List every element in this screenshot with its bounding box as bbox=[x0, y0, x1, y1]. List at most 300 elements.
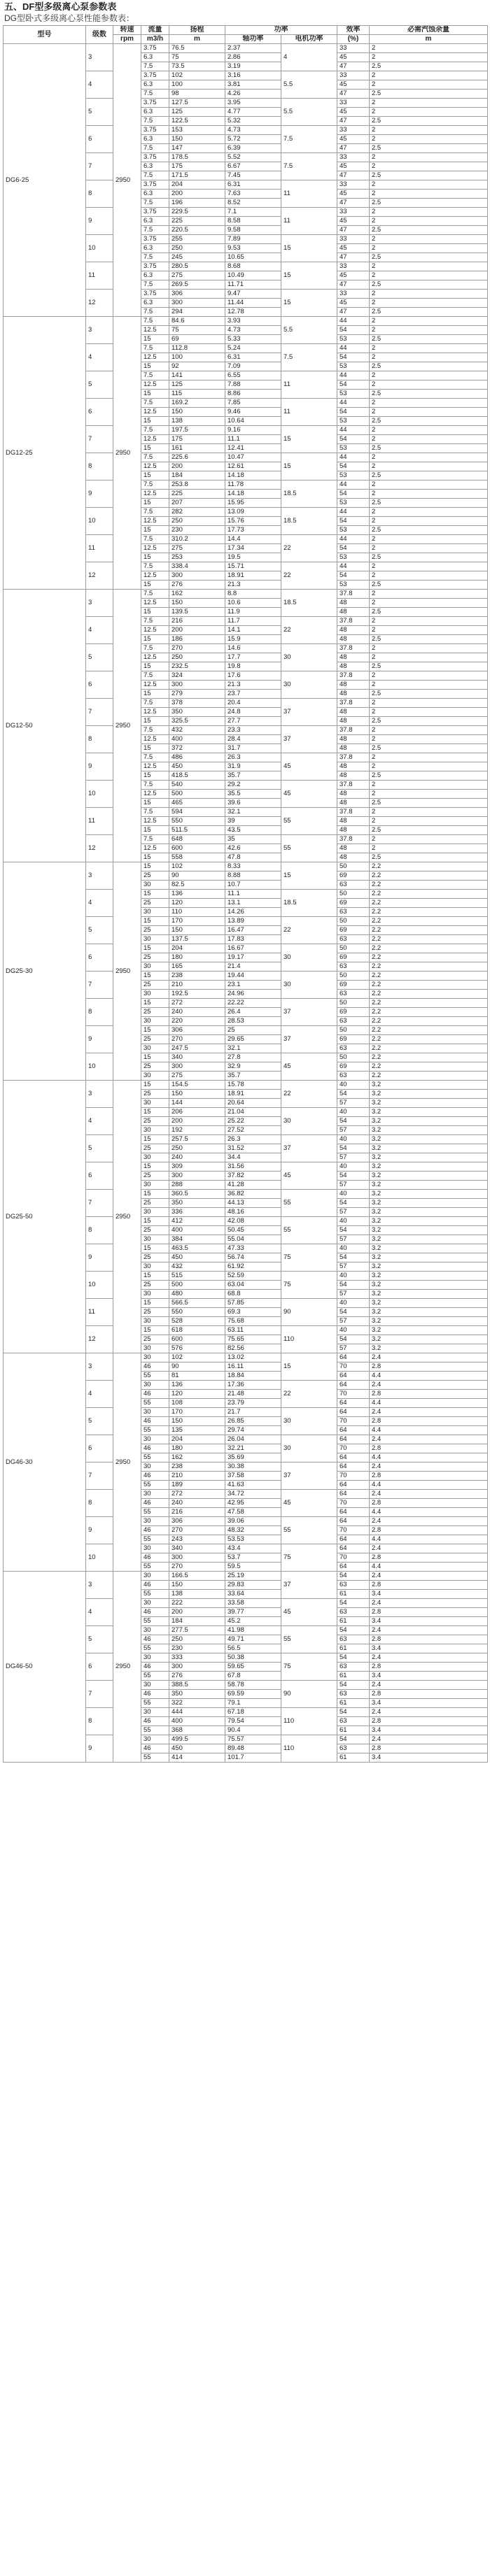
efficiency-cell: 63 bbox=[337, 1744, 370, 1753]
flow-cell: 30 bbox=[141, 1653, 169, 1663]
flow-cell: 7.5 bbox=[141, 535, 169, 544]
stage-cell: 6 bbox=[86, 126, 113, 153]
npsh-cell: 2.2 bbox=[370, 890, 488, 899]
stage-cell: 3 bbox=[86, 862, 113, 890]
flow-cell: 25 bbox=[141, 1117, 169, 1126]
speed-cell: 2950 bbox=[113, 1572, 141, 1763]
shaft-power-cell: 49.71 bbox=[225, 1635, 281, 1644]
efficiency-cell: 47 bbox=[337, 144, 370, 153]
efficiency-cell: 54 bbox=[337, 1735, 370, 1744]
stage-cell: 9 bbox=[86, 1735, 113, 1763]
flow-cell: 6.3 bbox=[141, 80, 169, 90]
model-cell: DG25-50 bbox=[4, 1081, 86, 1353]
npsh-cell: 3.2 bbox=[370, 1181, 488, 1190]
efficiency-cell: 70 bbox=[337, 1472, 370, 1481]
npsh-cell: 2 bbox=[370, 99, 488, 108]
shaft-power-cell: 7.63 bbox=[225, 190, 281, 199]
npsh-cell: 2 bbox=[370, 653, 488, 662]
shaft-power-cell: 17.36 bbox=[225, 1381, 281, 1390]
efficiency-cell: 61 bbox=[337, 1726, 370, 1735]
shaft-power-cell: 31.7 bbox=[225, 744, 281, 753]
flow-cell: 25 bbox=[141, 1199, 169, 1208]
npsh-cell: 3.2 bbox=[370, 1226, 488, 1235]
efficiency-cell: 45 bbox=[337, 108, 370, 117]
shaft-power-cell: 11.9 bbox=[225, 608, 281, 617]
shaft-power-cell: 27.52 bbox=[225, 1126, 281, 1135]
shaft-power-cell: 14.6 bbox=[225, 644, 281, 653]
efficiency-cell: 40 bbox=[337, 1081, 370, 1090]
motor-power-cell: 11 bbox=[281, 208, 337, 235]
table-row bbox=[4, 862, 488, 871]
flow-cell: 7.5 bbox=[141, 199, 169, 208]
motor-power-cell: 22 bbox=[281, 917, 337, 944]
flow-cell: 30 bbox=[141, 1681, 169, 1690]
shaft-power-cell: 28.53 bbox=[225, 1017, 281, 1026]
npsh-cell: 2 bbox=[370, 599, 488, 608]
head-cell: 125 bbox=[169, 108, 225, 117]
motor-power-cell: 37 bbox=[281, 1026, 337, 1053]
head-cell: 276 bbox=[169, 1672, 225, 1681]
motor-power-cell: 55 bbox=[281, 1626, 337, 1653]
efficiency-cell: 54 bbox=[337, 1226, 370, 1235]
head-cell: 108 bbox=[169, 1399, 225, 1408]
efficiency-cell: 64 bbox=[337, 1408, 370, 1417]
efficiency-cell: 54 bbox=[337, 1172, 370, 1181]
shaft-power-cell: 22.22 bbox=[225, 999, 281, 1008]
efficiency-cell: 63 bbox=[337, 1581, 370, 1590]
flow-cell: 30 bbox=[141, 1490, 169, 1499]
flow-cell: 25 bbox=[141, 953, 169, 962]
head-cell: 135 bbox=[169, 1426, 225, 1435]
npsh-cell: 2.8 bbox=[370, 1526, 488, 1535]
head-cell: 270 bbox=[169, 1035, 225, 1044]
shaft-power-cell: 14.26 bbox=[225, 908, 281, 917]
head-cell: 200 bbox=[169, 462, 225, 471]
head-cell: 388.5 bbox=[169, 1681, 225, 1690]
table-row bbox=[4, 44, 488, 53]
flow-cell: 12.5 bbox=[141, 817, 169, 826]
head-cell: 576 bbox=[169, 1344, 225, 1353]
efficiency-cell: 54 bbox=[337, 1626, 370, 1635]
efficiency-cell: 54 bbox=[337, 435, 370, 444]
flow-cell: 30 bbox=[141, 1235, 169, 1244]
shaft-power-cell: 39.6 bbox=[225, 799, 281, 808]
head-cell: 250 bbox=[169, 517, 225, 526]
motor-power-cell: 55 bbox=[281, 1517, 337, 1544]
efficiency-cell: 40 bbox=[337, 1108, 370, 1117]
head-cell: 432 bbox=[169, 726, 225, 735]
efficiency-cell: 70 bbox=[337, 1526, 370, 1535]
flow-cell: 25 bbox=[141, 871, 169, 881]
efficiency-cell: 69 bbox=[337, 953, 370, 962]
flow-cell: 6.3 bbox=[141, 108, 169, 117]
npsh-cell: 4.4 bbox=[370, 1563, 488, 1572]
efficiency-cell: 50 bbox=[337, 999, 370, 1008]
npsh-cell: 2 bbox=[370, 44, 488, 53]
npsh-cell: 2 bbox=[370, 481, 488, 490]
head-cell: 270 bbox=[169, 644, 225, 653]
flow-cell: 15 bbox=[141, 417, 169, 426]
efficiency-cell: 37.8 bbox=[337, 590, 370, 599]
efficiency-cell: 54 bbox=[337, 1572, 370, 1581]
shaft-power-cell: 75.57 bbox=[225, 1735, 281, 1744]
efficiency-cell: 44 bbox=[337, 535, 370, 544]
shaft-power-cell: 39.77 bbox=[225, 1608, 281, 1617]
speed-cell: 2950 bbox=[113, 317, 141, 590]
shaft-power-cell: 4.73 bbox=[225, 326, 281, 335]
npsh-cell: 4.4 bbox=[370, 1372, 488, 1381]
head-cell: 170 bbox=[169, 917, 225, 926]
npsh-cell: 3.2 bbox=[370, 1190, 488, 1199]
shaft-power-cell: 14.18 bbox=[225, 471, 281, 481]
efficiency-cell: 45 bbox=[337, 162, 370, 171]
efficiency-cell: 48 bbox=[337, 662, 370, 671]
efficiency-cell: 69 bbox=[337, 1062, 370, 1072]
stage-cell: 5 bbox=[86, 99, 113, 126]
head-cell: 165 bbox=[169, 962, 225, 972]
table-row bbox=[4, 1353, 488, 1362]
npsh-cell: 3.4 bbox=[370, 1672, 488, 1681]
efficiency-cell: 53 bbox=[337, 526, 370, 535]
flow-cell: 7.5 bbox=[141, 644, 169, 653]
npsh-cell: 3.2 bbox=[370, 1208, 488, 1217]
flow-cell: 7.5 bbox=[141, 144, 169, 153]
shaft-power-cell: 17.34 bbox=[225, 544, 281, 553]
flow-cell: 15 bbox=[141, 362, 169, 371]
shaft-power-cell: 25.19 bbox=[225, 1572, 281, 1581]
npsh-cell: 2.2 bbox=[370, 1017, 488, 1026]
npsh-cell: 2 bbox=[370, 299, 488, 308]
flow-cell: 3.75 bbox=[141, 290, 169, 299]
stage-cell: 3 bbox=[86, 1353, 113, 1381]
flow-cell: 12.5 bbox=[141, 408, 169, 417]
shaft-power-cell: 11.44 bbox=[225, 299, 281, 308]
npsh-cell: 2.2 bbox=[370, 953, 488, 962]
flow-cell: 15 bbox=[141, 1081, 169, 1090]
head-cell: 136 bbox=[169, 890, 225, 899]
flow-cell: 46 bbox=[141, 1362, 169, 1372]
shaft-power-cell: 2.37 bbox=[225, 44, 281, 53]
efficiency-cell: 54 bbox=[337, 353, 370, 362]
npsh-cell: 2.8 bbox=[370, 1362, 488, 1372]
npsh-cell: 2.4 bbox=[370, 1381, 488, 1390]
efficiency-cell: 61 bbox=[337, 1753, 370, 1763]
stage-cell: 10 bbox=[86, 1053, 113, 1081]
npsh-cell: 2.4 bbox=[370, 1544, 488, 1553]
head-cell: 280.5 bbox=[169, 262, 225, 271]
stage-cell: 11 bbox=[86, 535, 113, 562]
flow-cell: 30 bbox=[141, 1208, 169, 1217]
npsh-cell: 2.4 bbox=[370, 1463, 488, 1472]
header-model: 型号 bbox=[4, 26, 86, 44]
efficiency-cell: 54 bbox=[337, 544, 370, 553]
motor-power-cell: 55 bbox=[281, 1217, 337, 1244]
efficiency-cell: 54 bbox=[337, 1335, 370, 1344]
shaft-power-cell: 15.9 bbox=[225, 635, 281, 644]
efficiency-cell: 40 bbox=[337, 1272, 370, 1281]
head-cell: 137.5 bbox=[169, 935, 225, 944]
flow-cell: 30 bbox=[141, 1072, 169, 1081]
flow-cell: 15 bbox=[141, 662, 169, 671]
flow-cell: 25 bbox=[141, 1226, 169, 1235]
npsh-cell: 2 bbox=[370, 817, 488, 826]
npsh-cell: 2 bbox=[370, 271, 488, 280]
efficiency-cell: 53 bbox=[337, 444, 370, 453]
stage-cell: 9 bbox=[86, 208, 113, 235]
shaft-power-cell: 27.7 bbox=[225, 717, 281, 726]
stage-cell: 8 bbox=[86, 1490, 113, 1517]
shaft-power-cell: 89.48 bbox=[225, 1744, 281, 1753]
head-cell: 300 bbox=[169, 1663, 225, 1672]
head-cell: 238 bbox=[169, 1463, 225, 1472]
npsh-cell: 2.8 bbox=[370, 1744, 488, 1753]
efficiency-cell: 40 bbox=[337, 1217, 370, 1226]
flow-cell: 6.3 bbox=[141, 299, 169, 308]
header-efficiency: 效率 bbox=[337, 26, 370, 35]
flow-cell: 7.5 bbox=[141, 835, 169, 844]
flow-cell: 30 bbox=[141, 1544, 169, 1553]
shaft-power-cell: 35.69 bbox=[225, 1453, 281, 1463]
efficiency-cell: 37.8 bbox=[337, 644, 370, 653]
flow-cell: 55 bbox=[141, 1508, 169, 1517]
npsh-cell: 2 bbox=[370, 571, 488, 581]
npsh-cell: 2.5 bbox=[370, 226, 488, 235]
head-cell: 255 bbox=[169, 235, 225, 244]
efficiency-cell: 48 bbox=[337, 653, 370, 662]
motor-power-cell: 5.5 bbox=[281, 317, 337, 344]
head-cell: 250 bbox=[169, 1144, 225, 1153]
head-cell: 600 bbox=[169, 844, 225, 853]
flow-cell: 55 bbox=[141, 1617, 169, 1626]
head-cell: 216 bbox=[169, 1508, 225, 1517]
shaft-power-cell: 35.7 bbox=[225, 1072, 281, 1081]
npsh-cell: 2.8 bbox=[370, 1608, 488, 1617]
shaft-power-cell: 12.41 bbox=[225, 444, 281, 453]
npsh-cell: 2.2 bbox=[370, 1035, 488, 1044]
motor-power-cell: 30 bbox=[281, 972, 337, 999]
flow-cell: 7.5 bbox=[141, 699, 169, 708]
efficiency-cell: 45 bbox=[337, 244, 370, 253]
motor-power-cell: 30 bbox=[281, 671, 337, 699]
flow-cell: 30 bbox=[141, 935, 169, 944]
npsh-cell: 2.2 bbox=[370, 1026, 488, 1035]
shaft-power-cell: 26.3 bbox=[225, 753, 281, 762]
npsh-cell: 3.2 bbox=[370, 1217, 488, 1226]
shaft-power-cell: 35 bbox=[225, 835, 281, 844]
shaft-power-cell: 28.4 bbox=[225, 735, 281, 744]
head-cell: 240 bbox=[169, 1499, 225, 1508]
shaft-power-cell: 5.52 bbox=[225, 153, 281, 162]
npsh-cell: 2.5 bbox=[370, 171, 488, 180]
motor-power-cell: 7.5 bbox=[281, 344, 337, 371]
flow-cell: 30 bbox=[141, 990, 169, 999]
npsh-cell: 3.2 bbox=[370, 1126, 488, 1135]
efficiency-cell: 33 bbox=[337, 71, 370, 80]
efficiency-cell: 37.8 bbox=[337, 781, 370, 790]
npsh-cell: 2.5 bbox=[370, 417, 488, 426]
flow-cell: 12.5 bbox=[141, 435, 169, 444]
shaft-power-cell: 8.86 bbox=[225, 390, 281, 399]
npsh-cell: 3.2 bbox=[370, 1272, 488, 1281]
npsh-cell: 2.8 bbox=[370, 1417, 488, 1426]
motor-power-cell: 45 bbox=[281, 1053, 337, 1081]
flow-cell: 46 bbox=[141, 1444, 169, 1453]
head-cell: 288 bbox=[169, 1181, 225, 1190]
head-cell: 225 bbox=[169, 490, 225, 499]
npsh-cell: 2.5 bbox=[370, 62, 488, 71]
shaft-power-cell: 10.49 bbox=[225, 271, 281, 280]
efficiency-cell: 44 bbox=[337, 453, 370, 462]
efficiency-cell: 45 bbox=[337, 190, 370, 199]
flow-cell: 3.75 bbox=[141, 99, 169, 108]
shaft-power-cell: 11.1 bbox=[225, 890, 281, 899]
npsh-cell: 2.4 bbox=[370, 1708, 488, 1717]
efficiency-cell: 53 bbox=[337, 362, 370, 371]
efficiency-cell: 45 bbox=[337, 217, 370, 226]
efficiency-cell: 50 bbox=[337, 890, 370, 899]
flow-cell: 12.5 bbox=[141, 380, 169, 390]
shaft-power-cell: 50.38 bbox=[225, 1653, 281, 1663]
flow-cell: 15 bbox=[141, 581, 169, 590]
shaft-power-cell: 35.7 bbox=[225, 771, 281, 781]
header-flow-unit: m3/h bbox=[141, 35, 169, 44]
shaft-power-cell: 5.33 bbox=[225, 335, 281, 344]
npsh-cell: 3.2 bbox=[370, 1308, 488, 1317]
efficiency-cell: 48 bbox=[337, 771, 370, 781]
efficiency-cell: 54 bbox=[337, 1308, 370, 1317]
shaft-power-cell: 26.3 bbox=[225, 1135, 281, 1144]
npsh-cell: 2.4 bbox=[370, 1681, 488, 1690]
shaft-power-cell: 42.08 bbox=[225, 1217, 281, 1226]
flow-cell: 3.75 bbox=[141, 208, 169, 217]
head-cell: 270 bbox=[169, 1526, 225, 1535]
shaft-power-cell: 3.95 bbox=[225, 99, 281, 108]
npsh-cell: 2 bbox=[370, 508, 488, 517]
head-cell: 162 bbox=[169, 590, 225, 599]
npsh-cell: 2.2 bbox=[370, 908, 488, 917]
head-cell: 325.5 bbox=[169, 717, 225, 726]
npsh-cell: 2.2 bbox=[370, 962, 488, 972]
npsh-cell: 2.5 bbox=[370, 553, 488, 562]
shaft-power-cell: 26.4 bbox=[225, 1008, 281, 1017]
shaft-power-cell: 13.89 bbox=[225, 917, 281, 926]
flow-cell: 30 bbox=[141, 1572, 169, 1581]
flow-cell: 30 bbox=[141, 1463, 169, 1472]
flow-cell: 12.5 bbox=[141, 326, 169, 335]
head-cell: 220.5 bbox=[169, 226, 225, 235]
head-cell: 540 bbox=[169, 781, 225, 790]
shaft-power-cell: 8.58 bbox=[225, 217, 281, 226]
efficiency-cell: 57 bbox=[337, 1208, 370, 1217]
head-cell: 322 bbox=[169, 1699, 225, 1708]
shaft-power-cell: 25.22 bbox=[225, 1117, 281, 1126]
stage-cell: 7 bbox=[86, 1463, 113, 1490]
npsh-cell: 2 bbox=[370, 790, 488, 799]
head-cell: 253 bbox=[169, 553, 225, 562]
flow-cell: 6.3 bbox=[141, 217, 169, 226]
shaft-power-cell: 32.1 bbox=[225, 1044, 281, 1053]
efficiency-cell: 44 bbox=[337, 426, 370, 435]
shaft-power-cell: 19.44 bbox=[225, 972, 281, 981]
shaft-power-cell: 41.63 bbox=[225, 1481, 281, 1490]
efficiency-cell: 40 bbox=[337, 1326, 370, 1335]
efficiency-cell: 50 bbox=[337, 944, 370, 953]
efficiency-cell: 40 bbox=[337, 1162, 370, 1172]
shaft-power-cell: 7.45 bbox=[225, 171, 281, 180]
npsh-cell: 2 bbox=[370, 617, 488, 626]
flow-cell: 15 bbox=[141, 826, 169, 835]
shaft-power-cell: 6.31 bbox=[225, 180, 281, 190]
motor-power-cell: 37 bbox=[281, 1463, 337, 1490]
npsh-cell: 3.2 bbox=[370, 1162, 488, 1172]
shaft-power-cell: 15.71 bbox=[225, 562, 281, 571]
flow-cell: 12.5 bbox=[141, 599, 169, 608]
flow-cell: 46 bbox=[141, 1717, 169, 1726]
head-cell: 240 bbox=[169, 1153, 225, 1162]
head-cell: 150 bbox=[169, 135, 225, 144]
efficiency-cell: 63 bbox=[337, 1717, 370, 1726]
shaft-power-cell: 17.6 bbox=[225, 671, 281, 681]
head-cell: 528 bbox=[169, 1317, 225, 1326]
flow-cell: 25 bbox=[141, 926, 169, 935]
shaft-power-cell: 43.4 bbox=[225, 1544, 281, 1553]
head-cell: 300 bbox=[169, 299, 225, 308]
head-cell: 150 bbox=[169, 926, 225, 935]
npsh-cell: 3.4 bbox=[370, 1617, 488, 1626]
efficiency-cell: 69 bbox=[337, 1008, 370, 1017]
shaft-power-cell: 4.26 bbox=[225, 90, 281, 99]
head-cell: 100 bbox=[169, 353, 225, 362]
table-row bbox=[4, 1081, 488, 1090]
npsh-cell: 2 bbox=[370, 217, 488, 226]
efficiency-cell: 37.8 bbox=[337, 753, 370, 762]
shaft-power-cell: 56.74 bbox=[225, 1253, 281, 1262]
head-cell: 257.5 bbox=[169, 1135, 225, 1144]
motor-power-cell: 30 bbox=[281, 944, 337, 972]
npsh-cell: 2 bbox=[370, 544, 488, 553]
npsh-cell: 2.5 bbox=[370, 581, 488, 590]
head-cell: 178.5 bbox=[169, 153, 225, 162]
head-cell: 138 bbox=[169, 1590, 225, 1599]
efficiency-cell: 48 bbox=[337, 717, 370, 726]
efficiency-cell: 33 bbox=[337, 153, 370, 162]
motor-power-cell: 75 bbox=[281, 1653, 337, 1681]
npsh-cell: 2 bbox=[370, 808, 488, 817]
stage-cell: 6 bbox=[86, 399, 113, 426]
shaft-power-cell: 6.39 bbox=[225, 144, 281, 153]
npsh-cell: 2 bbox=[370, 162, 488, 171]
head-cell: 110 bbox=[169, 908, 225, 917]
flow-cell: 3.75 bbox=[141, 44, 169, 53]
flow-cell: 25 bbox=[141, 1281, 169, 1290]
head-cell: 250 bbox=[169, 1635, 225, 1644]
flow-cell: 30 bbox=[141, 1708, 169, 1717]
npsh-cell: 3.2 bbox=[370, 1335, 488, 1344]
stage-cell: 3 bbox=[86, 1081, 113, 1108]
efficiency-cell: 44 bbox=[337, 371, 370, 380]
head-cell: 210 bbox=[169, 981, 225, 990]
stage-cell: 9 bbox=[86, 481, 113, 508]
head-cell: 384 bbox=[169, 1235, 225, 1244]
efficiency-cell: 64 bbox=[337, 1508, 370, 1517]
head-cell: 75 bbox=[169, 53, 225, 62]
npsh-cell: 2.8 bbox=[370, 1717, 488, 1726]
flow-cell: 7.5 bbox=[141, 117, 169, 126]
npsh-cell: 2 bbox=[370, 517, 488, 526]
efficiency-cell: 54 bbox=[337, 1253, 370, 1262]
shaft-power-cell: 5.72 bbox=[225, 135, 281, 144]
efficiency-cell: 69 bbox=[337, 899, 370, 908]
